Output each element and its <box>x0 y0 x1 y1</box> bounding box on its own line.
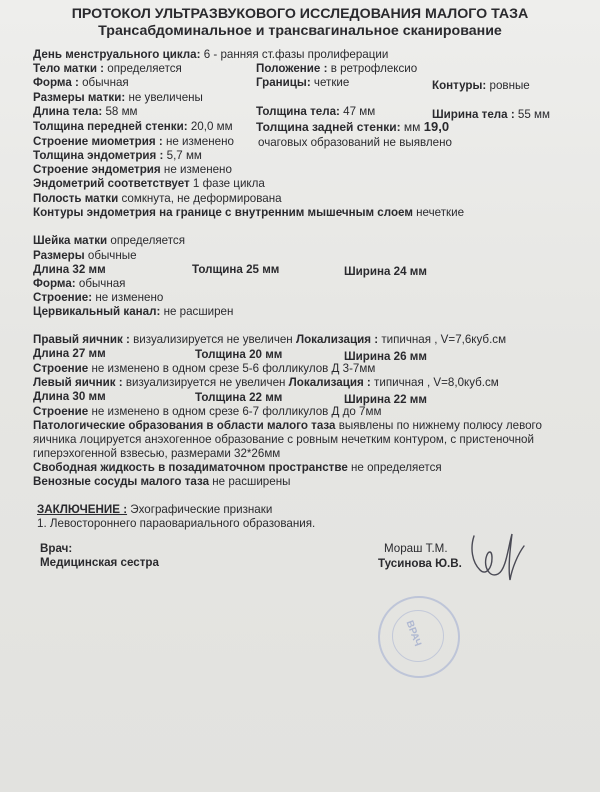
conclusion-line <box>37 503 272 517</box>
uterus-body-value: определяется <box>107 62 182 75</box>
right-ovary-loc-label: Локализация : <box>295 333 379 346</box>
uterus-form-line <box>33 76 129 90</box>
position-line <box>256 62 417 76</box>
uterus-size-line <box>33 91 203 105</box>
right-ovary-thickness: Толщина 20 мм <box>195 348 283 361</box>
left-ovary-value: визуализируется не увеличен <box>125 376 286 389</box>
cervix-length: Длина 32 мм <box>33 263 106 276</box>
cervical-canal-line <box>33 305 233 319</box>
doctor-name: Мораш Т.М. <box>384 542 448 555</box>
uterus-size-value: не увеличены <box>128 91 203 104</box>
pathology-line-2: яичника лоцируется анэхогенное образование с ровным нечетким контуром, с пристеночной <box>33 433 534 446</box>
borders-label: Границы: <box>256 76 311 89</box>
right-ovary-structure-label: Строение <box>33 362 89 375</box>
back-wall-unit: мм <box>403 120 421 134</box>
position-value: в ретрофлексио <box>330 62 418 75</box>
pathology-label: Патологические образования в области малого таза <box>33 419 336 432</box>
borders-value: четкие <box>313 76 350 89</box>
uterus-form-value: обычная <box>82 76 129 89</box>
cervix-size-value: обычные <box>87 249 137 262</box>
back-wall-value: 19,0 <box>423 119 450 134</box>
uterus-form-label: Форма : <box>33 76 79 89</box>
front-wall-value: 20,0 мм <box>190 120 233 133</box>
veins-label: Венозные сосуды малого таза <box>33 475 210 488</box>
front-wall-label: Толщина передней стенки: <box>33 120 188 133</box>
cervix-width: Ширина 24 мм <box>344 265 427 278</box>
uterus-thickness-line <box>256 105 375 119</box>
endometrium-thickness-value: 5,7 мм <box>166 149 202 162</box>
right-ovary-structure-line <box>33 362 375 376</box>
borders-line <box>256 76 349 90</box>
left-ovary-loc-value: типичная , V=8,0куб.см <box>374 376 499 389</box>
veins-line <box>33 475 290 489</box>
contours-label: Контуры: <box>432 79 487 92</box>
endometrium-phase-value: 1 фазе цикла <box>192 177 265 190</box>
myometrium-label: Строение миометрия : <box>33 135 163 148</box>
veins-value: не расширены <box>212 475 291 488</box>
uterus-thickness-label: Толщина тела: <box>256 105 340 118</box>
uterus-width-line <box>432 108 550 122</box>
left-ovary-structure-label: Строение <box>33 405 89 418</box>
uterus-length-value: 58 мм <box>105 105 138 118</box>
uterus-body-label: Тело матки : <box>33 62 105 75</box>
endometrium-thickness-label: Толщина эндометрия : <box>33 149 164 162</box>
cervix-structure-value: не изменено <box>95 291 164 304</box>
right-ovary-structure-value: не изменено в одном срезе 5-6 фолликулов Д 3-7мм <box>91 362 376 375</box>
cervical-canal-label: Цервикальный канал: <box>33 305 161 318</box>
cycle-value: 6 - ранняя ст.фазы пролиферации <box>203 48 389 61</box>
free-fluid-value: не определяется <box>351 461 442 474</box>
cervix-form-line <box>33 277 125 291</box>
contours-line <box>432 79 530 93</box>
uterus-body-line <box>33 62 182 76</box>
document-title: ПРОТОКОЛ УЛЬТРАЗВУКОВОГО ИССЛЕДОВАНИЯ МАЛОГО ТАЗА <box>71 6 529 22</box>
left-ovary-structure-value: не изменено в одном срезе 6-7 фолликулов Д до 7мм <box>91 405 382 418</box>
cavity-line <box>33 192 282 206</box>
uterus-width-value: 55 мм <box>517 108 550 121</box>
conclusion-label: ЗАКЛЮЧЕНИЕ : <box>37 503 128 516</box>
pathology-value: выявлены по нижнему полюсу левого <box>338 419 542 432</box>
free-fluid-line <box>33 461 442 475</box>
cycle-line <box>33 48 388 62</box>
front-wall-line <box>33 120 233 134</box>
back-wall-line <box>256 120 449 134</box>
pathology-line <box>33 419 542 433</box>
uterus-thickness-value: 47 мм <box>343 105 376 118</box>
cycle-label: День менструального цикла: <box>33 48 201 61</box>
endo-contours-label: Контуры эндометрия на границе с внутренним мышечным слоем <box>33 206 413 219</box>
back-wall-label: Толщина задней стенки: <box>256 120 401 134</box>
endometrium-structure-line <box>33 163 232 177</box>
endometrium-phase-line <box>33 177 265 191</box>
cervix-line <box>33 234 185 248</box>
cavity-label: Полость матки <box>33 192 119 205</box>
left-ovary-line <box>33 376 499 390</box>
endo-contours-value: нечеткие <box>416 206 465 219</box>
endometrium-structure-value: не изменено <box>163 163 232 176</box>
round-stamp <box>378 596 460 678</box>
nurse-name: Тусинова Ю.В. <box>378 557 462 570</box>
endometrium-phase-label: Эндометрий соответствует <box>33 177 190 190</box>
cervix-structure-line <box>33 291 163 305</box>
document-subtitle: Трансабдоминальное и трансвагинальное сканирование <box>98 23 502 39</box>
cervix-value: определяется <box>110 234 185 247</box>
cervix-size-label: Размеры <box>33 249 85 262</box>
right-ovary-loc-value: типичная , V=7,6куб.см <box>381 333 507 346</box>
right-ovary-label: Правый яичник : <box>33 333 130 346</box>
handwritten-signature <box>462 528 532 588</box>
position-label: Положение : <box>256 62 328 75</box>
left-ovary-length: Длина 30 мм <box>33 390 106 403</box>
free-fluid-label: Свободная жидкость в позадиматочном пространстве <box>33 461 348 474</box>
stamp-text: ВРАЧ <box>403 619 423 648</box>
cervix-form-label: Форма: <box>33 277 76 290</box>
cervix-thickness: Толщина 25 мм <box>192 263 280 276</box>
left-ovary-width: Ширина 22 мм <box>344 393 427 406</box>
contours-value: ровные <box>489 79 530 92</box>
right-ovary-width: Ширина 26 мм <box>344 350 427 363</box>
uterus-size-label: Размеры матки: <box>33 91 126 104</box>
cervix-label: Шейка матки <box>33 234 108 247</box>
cervical-canal-value: не расширен <box>163 305 234 318</box>
right-ovary-line <box>33 333 506 347</box>
right-ovary-length: Длина 27 мм <box>33 347 106 360</box>
endo-contours-line <box>33 206 464 220</box>
nurse-label: Медицинская сестра <box>40 556 159 569</box>
uterus-length-label: Длина тела: <box>33 105 103 118</box>
cavity-value: сомкнута, не деформирована <box>121 192 282 205</box>
cervix-form-value: обычная <box>78 277 126 290</box>
left-ovary-label: Левый яичник : <box>33 376 123 389</box>
conclusion-value: Эхографические признаки <box>130 503 273 516</box>
myometrium-line <box>33 135 234 149</box>
endometrium-structure-label: Строение эндометрия <box>33 163 161 176</box>
right-ovary-value: визуализируется не увеличен <box>133 333 293 346</box>
focal-text: очаговых образований не выявлено <box>258 136 452 149</box>
uterus-width-label: Ширина тела : <box>432 108 515 121</box>
myometrium-value: не изменено <box>165 135 234 148</box>
left-ovary-structure-line <box>33 405 381 419</box>
cervix-structure-label: Строение: <box>33 291 93 304</box>
left-ovary-thickness: Толщина 22 мм <box>195 391 283 404</box>
uterus-length-line <box>33 105 138 119</box>
conclusion-item-1: 1. Левостороннего параовариального образования. <box>37 517 316 530</box>
left-ovary-loc-label: Локализация : <box>288 376 371 389</box>
doctor-label: Врач: <box>40 542 73 555</box>
cervix-size-line <box>33 249 137 263</box>
endometrium-thickness-line <box>33 149 202 163</box>
pathology-line-3: гиперэхогенной взвесью, размерами 32*26мм <box>33 447 281 460</box>
